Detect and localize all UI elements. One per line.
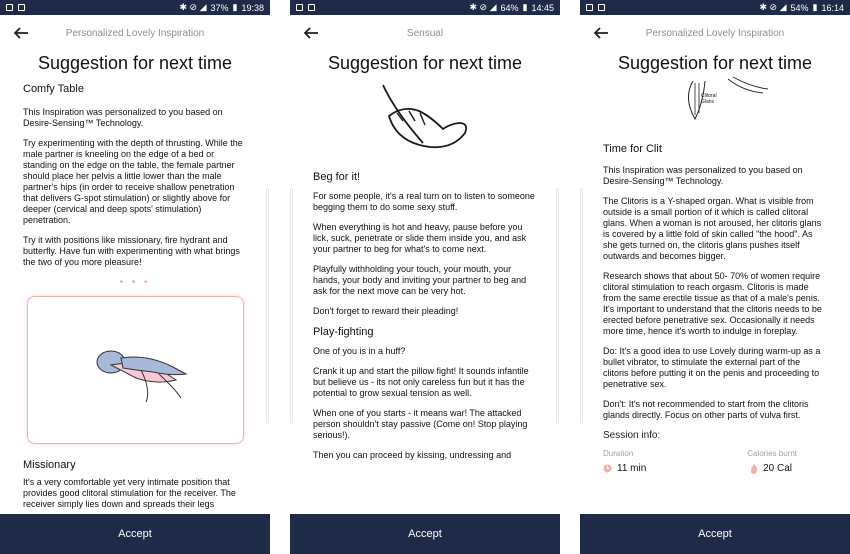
- status-bar: [290, 0, 560, 15]
- inspiration-name: Time for Clit: [603, 143, 662, 155]
- screen-comfy-table: [0, 0, 270, 554]
- session-labels: [603, 449, 827, 458]
- screen-sensual: [290, 0, 560, 554]
- inspiration-name: Comfy Table: [23, 83, 84, 95]
- gallery-icon: [6, 4, 13, 11]
- duration-value: 11 min: [617, 463, 647, 474]
- anatomy-illustration: [673, 73, 773, 123]
- lock-icon: [308, 4, 315, 11]
- section-heading: Beg for it!: [313, 171, 361, 183]
- paragraph: This Inspiration was personalized to you based on Desire-Sensing™ Technology.: [603, 165, 803, 186]
- feather-illustration: [313, 81, 537, 161]
- paragraph: The Clitoris is a Y-shaped organ. What is visible from outside is a small portion of it which is called clitoral glans. When a woman is not aroused, her clitoris glans is covered by a little fold of skin called "the hood". As she gets turned on, the clitoris glans pushes itself outwards and becomes bigger.: [603, 196, 822, 261]
- paragraph: Research shows that about 50- 70% of women require clitoral stimulation to reach orgasm. Clitoris is made from the same erectile tissue as that of a male's penis. It's important to understand that the clitoris needs to be erected before penetrative sex. Occasionally it needs more time, hence it's worth to indulge in foreplay.: [603, 271, 822, 336]
- paragraph: Don't forget to reward their pleading!: [313, 306, 459, 316]
- header-title: Sensual: [406, 27, 444, 39]
- paragraph: Try experimenting with the depth of thrusting. While the male partner is kneeling on the edge of a bed or standing on the edge on the table, the female partner should place her pelvis a little lower than the male partner's hips (in order to receive shallow penetration that delivers G-spot stimulation) or slightly above for deeper (cervical and deep spots' stimulation) penetration.: [23, 138, 243, 225]
- battery-level: 54%: [790, 2, 809, 13]
- diagram-label: Clitoral Glans: [701, 93, 717, 105]
- top-bar: [290, 15, 560, 51]
- position-name: Missionary: [23, 459, 76, 471]
- top-bar: [0, 15, 270, 51]
- page-title: Suggestion for next time: [327, 53, 523, 73]
- next-card-peek: [556, 188, 559, 423]
- battery-level: 64%: [500, 2, 519, 13]
- session-values: [603, 463, 827, 474]
- status-bar: [580, 0, 850, 15]
- accept-button[interactable]: Accept: [580, 514, 850, 554]
- section-heading: Play-fighting: [313, 326, 374, 338]
- screen-time-for-clit: [580, 0, 850, 554]
- lock-icon: [18, 4, 25, 11]
- prev-card-peek: [580, 188, 583, 423]
- back-arrow-icon[interactable]: [592, 24, 610, 42]
- prev-card-peek: [290, 188, 293, 423]
- clock-icon: [603, 464, 612, 473]
- flame-icon: [750, 464, 758, 474]
- clock: 14:45: [531, 2, 554, 13]
- next-card-peek: [266, 188, 269, 423]
- gallery-icon: [296, 4, 303, 11]
- pager-dots[interactable]: • • •: [119, 277, 151, 288]
- paragraph: One of you is in a huff?: [313, 346, 406, 356]
- status-left-icons: [6, 4, 25, 11]
- signal-icons: ✱ ⊘ ◢: [759, 2, 787, 12]
- clock: 16:14: [821, 2, 844, 13]
- position-illustration: [81, 330, 191, 410]
- calories-label: Calories burnt: [747, 449, 797, 458]
- paragraph: Don't: It's not recommended to start from the clitoris glands directly. Focus on other parts of vulva first.: [603, 399, 809, 420]
- header-title: Personalized Lovely Inspiration: [645, 27, 785, 39]
- lock-icon: [598, 4, 605, 11]
- paragraph: Do: It's a good idea to use Lovely during warm-up as a bullet vibrator, to stimulate the external part of the clitoris before putting it on the penis and proceeding to penetrative sex.: [603, 346, 821, 389]
- top-bar: [580, 15, 850, 51]
- paragraph: When everything is hot and heavy, pause before you lick, suck, penetrate or slide them inside you, and ask your partner to beg for what's to come next.: [313, 222, 527, 254]
- accept-button[interactable]: Accept: [0, 514, 270, 554]
- paragraph: This Inspiration was personalized to you based on Desire-Sensing™ Technology.: [23, 107, 223, 128]
- page-title: Suggestion for next time: [37, 53, 233, 73]
- accept-button[interactable]: Accept: [290, 514, 560, 554]
- battery-icon: ▮: [232, 2, 238, 12]
- back-arrow-icon[interactable]: [12, 24, 30, 42]
- clock: 19:38: [241, 2, 264, 13]
- scroll-content[interactable]: [290, 53, 560, 461]
- position-description: It's a very comfortable yet very intimate position that provides good clitoral stimulation for the receiver. The receiver simply lies down and spreads their legs: [23, 477, 236, 509]
- signal-icons: ✱ ⊘ ◢: [179, 2, 207, 12]
- battery-icon: ▮: [812, 2, 818, 12]
- gallery-icon: [586, 4, 593, 11]
- paragraph: Then you can proceed by kissing, undressing and: [313, 450, 512, 460]
- status-bar: [0, 0, 270, 15]
- paragraph: When one of you starts - it means war! The attacked person shouldn't stay passive (Come on! Stop playing serious!).: [313, 408, 528, 440]
- paragraph: For some people, it's a real turn on to listen to someone begging them to do some sexy stuff.: [313, 191, 535, 212]
- paragraph: Try it with positions like missionary, fire hydrant and butterfly. Have fun with experimenting with what brings the two of you more pleasure!: [23, 235, 240, 267]
- signal-icons: ✱ ⊘ ◢: [469, 2, 497, 12]
- header-title: Personalized Lovely Inspiration: [65, 27, 205, 39]
- anatomy-diagram: [603, 73, 827, 123]
- session-info-label: Session info:: [603, 430, 661, 441]
- paragraph: Playfully withholding your touch, your mouth, your hands, your body and inviting your partner to beg and ask for the next move can be very hot.: [313, 264, 527, 296]
- paragraph: Crank it up and start the pillow fight! It sounds infantile but believe us - its not only careless fun but it has the potential to grow sexual tension as well.: [313, 366, 529, 398]
- battery-level: 37%: [210, 2, 229, 13]
- calories-value: 20 Cal: [763, 463, 792, 474]
- position-card[interactable]: [27, 296, 244, 444]
- page-title: Suggestion for next time: [617, 53, 813, 73]
- scroll-content[interactable]: [580, 53, 850, 474]
- scroll-content[interactable]: [0, 53, 270, 510]
- feather-icon: [375, 81, 475, 161]
- back-arrow-icon[interactable]: [302, 24, 320, 42]
- duration-label: Duration: [603, 449, 634, 458]
- battery-icon: ▮: [522, 2, 528, 12]
